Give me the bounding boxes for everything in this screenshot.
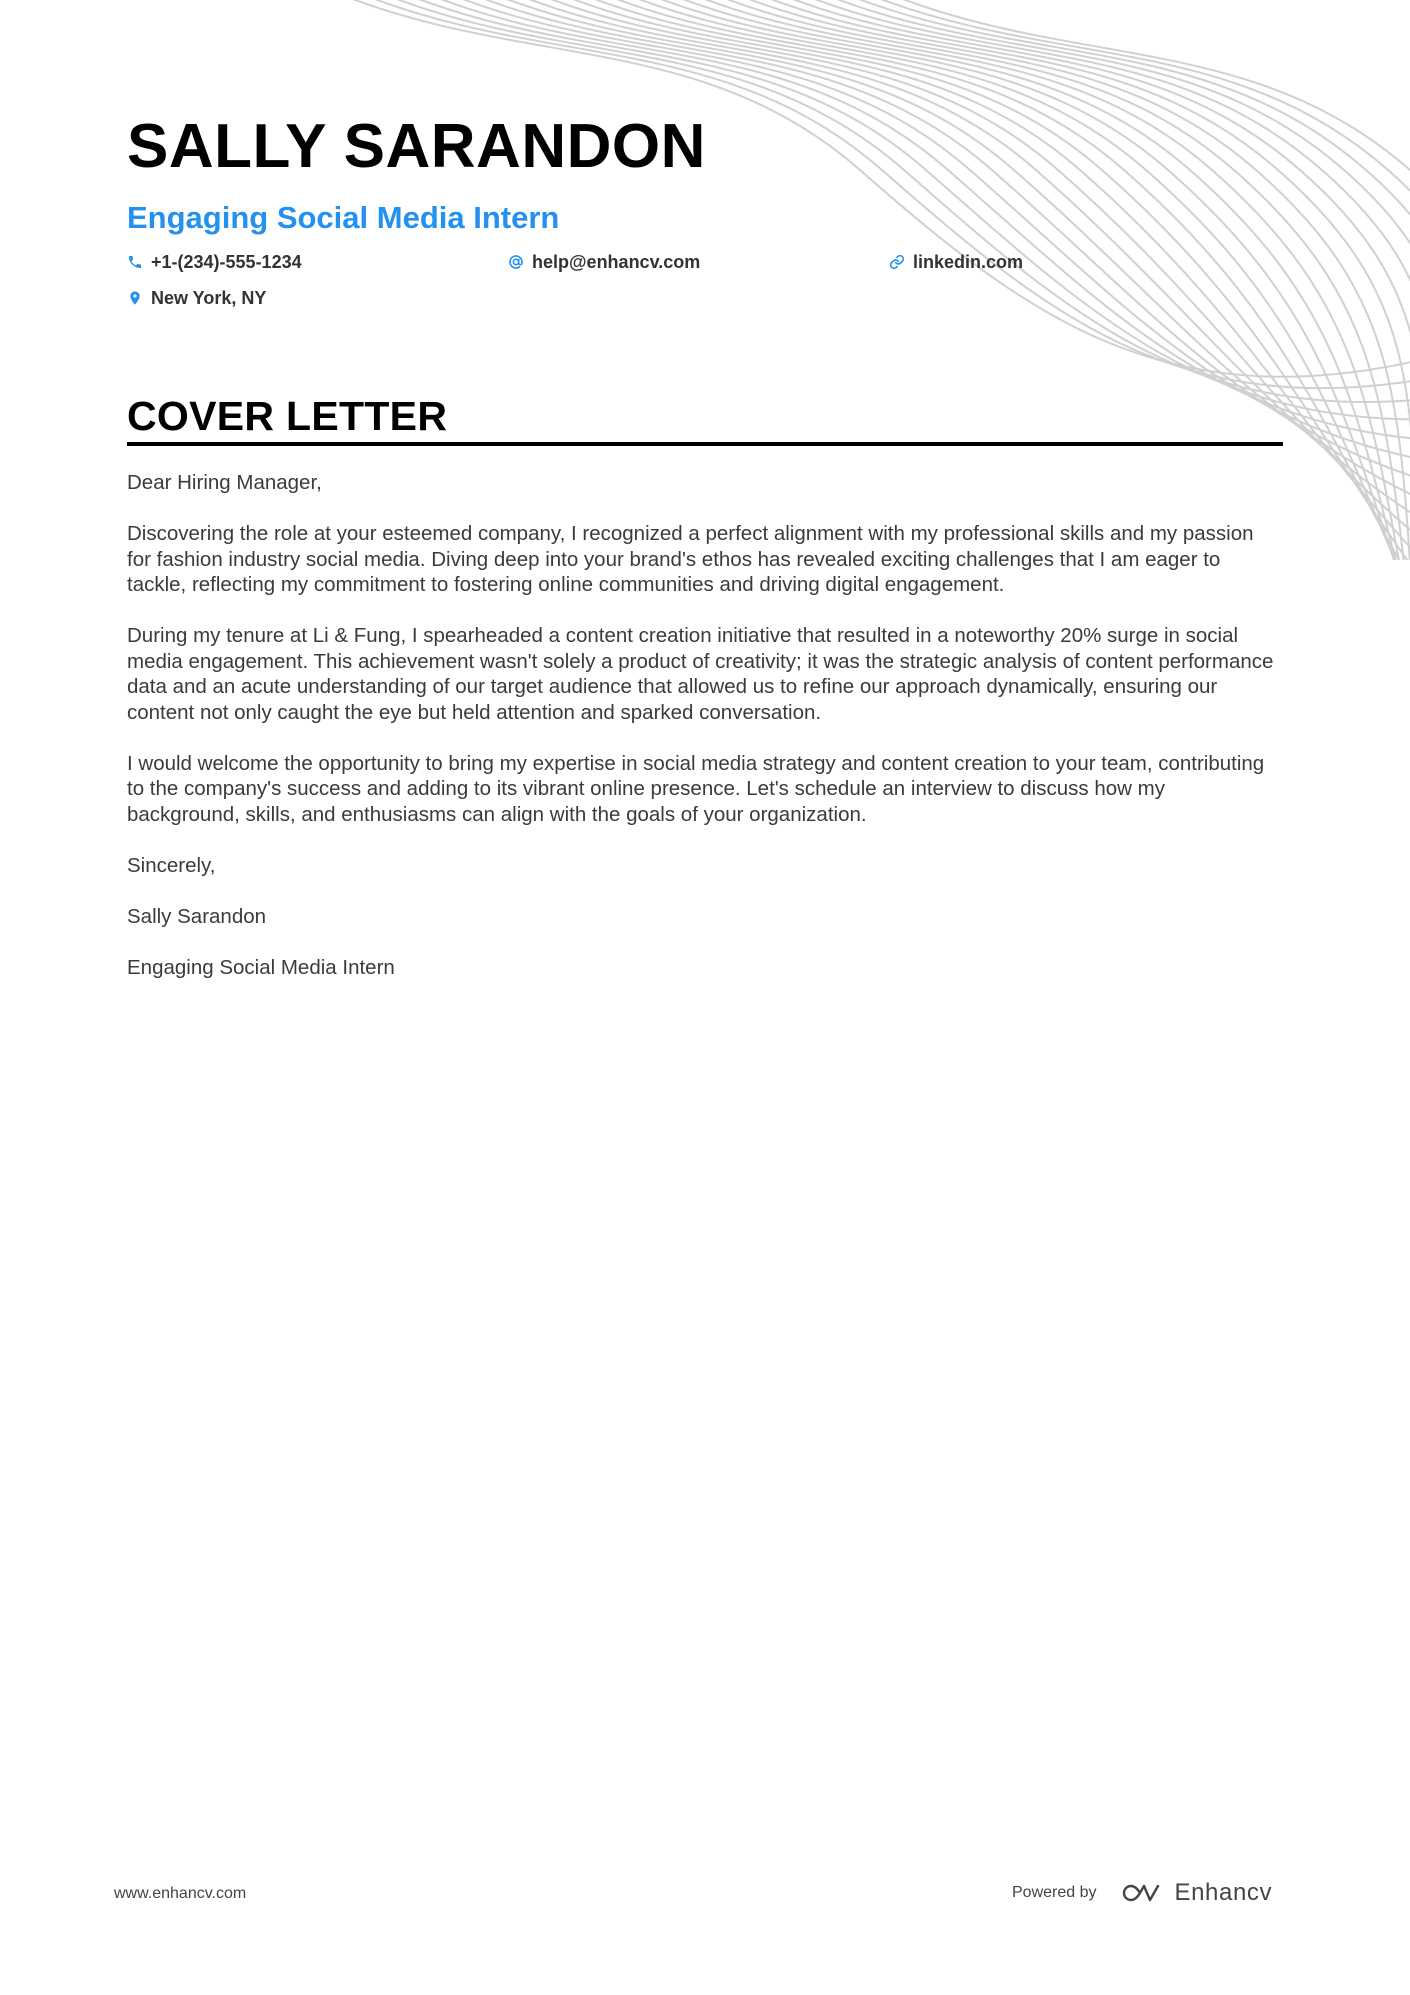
contact-info xyxy=(127,250,1283,310)
candidate-name: SALLY SARANDON xyxy=(127,112,706,181)
enhancv-brand[interactable] xyxy=(1119,1879,1273,1907)
contact-linkedin[interactable] xyxy=(889,250,1270,274)
phone-text: +1-(234)-555-1234 xyxy=(151,251,302,272)
signature-name: Sally Sarandon xyxy=(127,904,267,928)
letter-paragraph: During my tenure at Li & Fung, I spearheaded a content creation initiative that resulted in a noteworthy 20% surge in social media engagement. This achievement wasn't solely a product of creativity; it was the strategic analysis of content performance data and an acute understanding of our target audience that allowed us to refine our approach dynamically, ensuring our content not only caught the eye but held attention and sparked conversation. xyxy=(127,624,1274,724)
email-text: help@enhancv.com xyxy=(532,251,701,272)
enhancv-logo-icon xyxy=(1119,1881,1165,1905)
letter-body xyxy=(127,470,1283,980)
section-title-cover-letter: COVER LETTER xyxy=(127,392,1283,446)
contact-phone[interactable] xyxy=(127,250,508,274)
signature-title: Engaging Social Media Intern xyxy=(127,955,395,979)
footer-website[interactable]: www.enhancv.com xyxy=(114,1885,247,1902)
contact-email[interactable] xyxy=(508,250,889,274)
letter-paragraph: Discovering the role at your esteemed company, I recognized a perfect alignment with my professional skills and my passion for fashion industry social media. Diving deep into your brand's ethos has revealed exciting challenges that I am eager to tackle, reflecting my commitment to fostering online communities and driving digital engagement. xyxy=(127,522,1254,596)
letter-closing: Sincerely, xyxy=(127,853,216,877)
location-pin-icon xyxy=(127,290,143,306)
letter-paragraph: I would welcome the opportunity to bring my expertise in social media strategy and content creation to your team, contributing to the company's success and adding to its vibrant online presence. Let's schedule an interview to discuss how my background, skills, and enthusiasms can align with the goals of your organization. xyxy=(127,751,1265,826)
powered-by-label: Powered by xyxy=(1012,1884,1097,1901)
cover-letter-page xyxy=(127,110,1283,1006)
phone-icon xyxy=(127,254,143,270)
letter-greeting: Dear Hiring Manager, xyxy=(127,471,322,494)
footer-branding xyxy=(1012,1879,1272,1907)
brand-name: Enhancv xyxy=(1174,1879,1273,1906)
candidate-role: Engaging Social Media Intern xyxy=(127,200,560,235)
contact-location xyxy=(127,286,508,310)
location-text: New York, NY xyxy=(151,287,267,308)
at-icon xyxy=(508,254,524,270)
linkedin-text: linkedin.com xyxy=(913,251,1024,272)
link-icon xyxy=(889,254,905,270)
